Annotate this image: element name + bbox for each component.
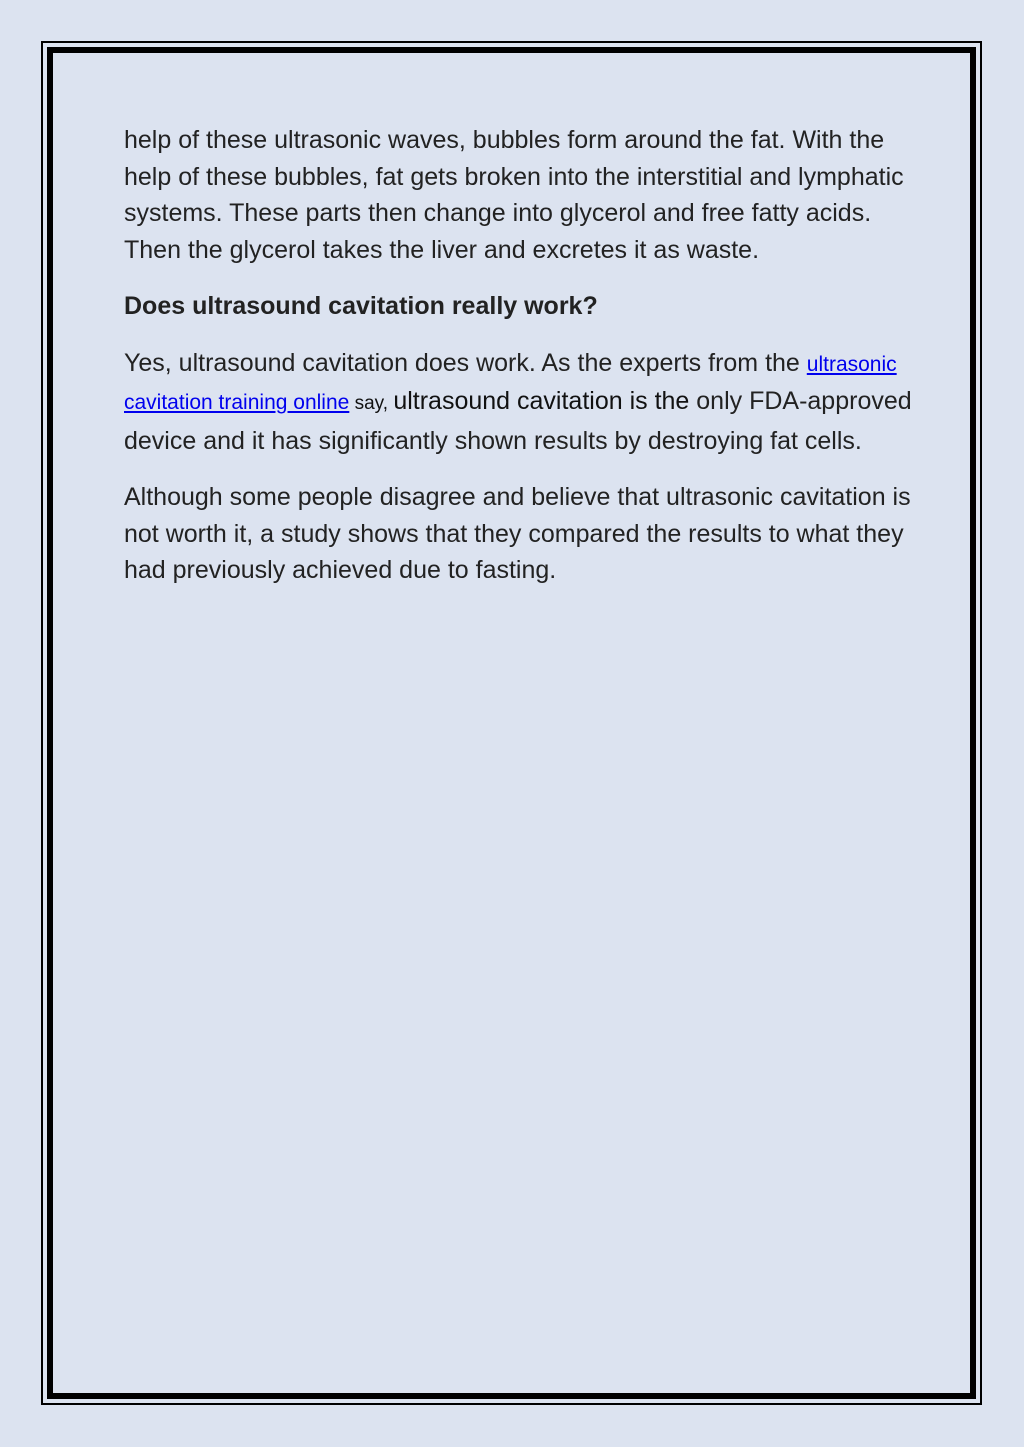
document-body (124, 122, 914, 609)
paragraph-intro: help of these ultrasonic waves, bubbles form around the fat. With the help of these bubbles, fat gets broken into the interstitial and lymphatic systems. These parts then change into glycerol and free fatty acids. Then the glycerol takes the liver and excretes it as waste. (124, 126, 904, 264)
paragraph-answer-end: only FDA-approved device and it has significantly shown results by destroying fat cells. (124, 387, 912, 455)
cavitation-training-link[interactable]: ultrasonic cavitation training online (124, 352, 897, 414)
paragraph-answer (124, 345, 914, 460)
paragraph-answer-start: Yes, ultrasound cavitation does work. As the experts from the (124, 348, 807, 377)
paragraph-study: Although some people disagree and believe that ultrasonic cavitation is not worth it, a study shows that they compared the results to what they had previously achieved due to fasting. (124, 483, 911, 584)
paragraph-answer-continued: ultrasound cavitation is the (393, 387, 690, 415)
section-heading: Does ultrasound cavitation really work? (124, 292, 598, 320)
say-text: say, (349, 393, 394, 414)
